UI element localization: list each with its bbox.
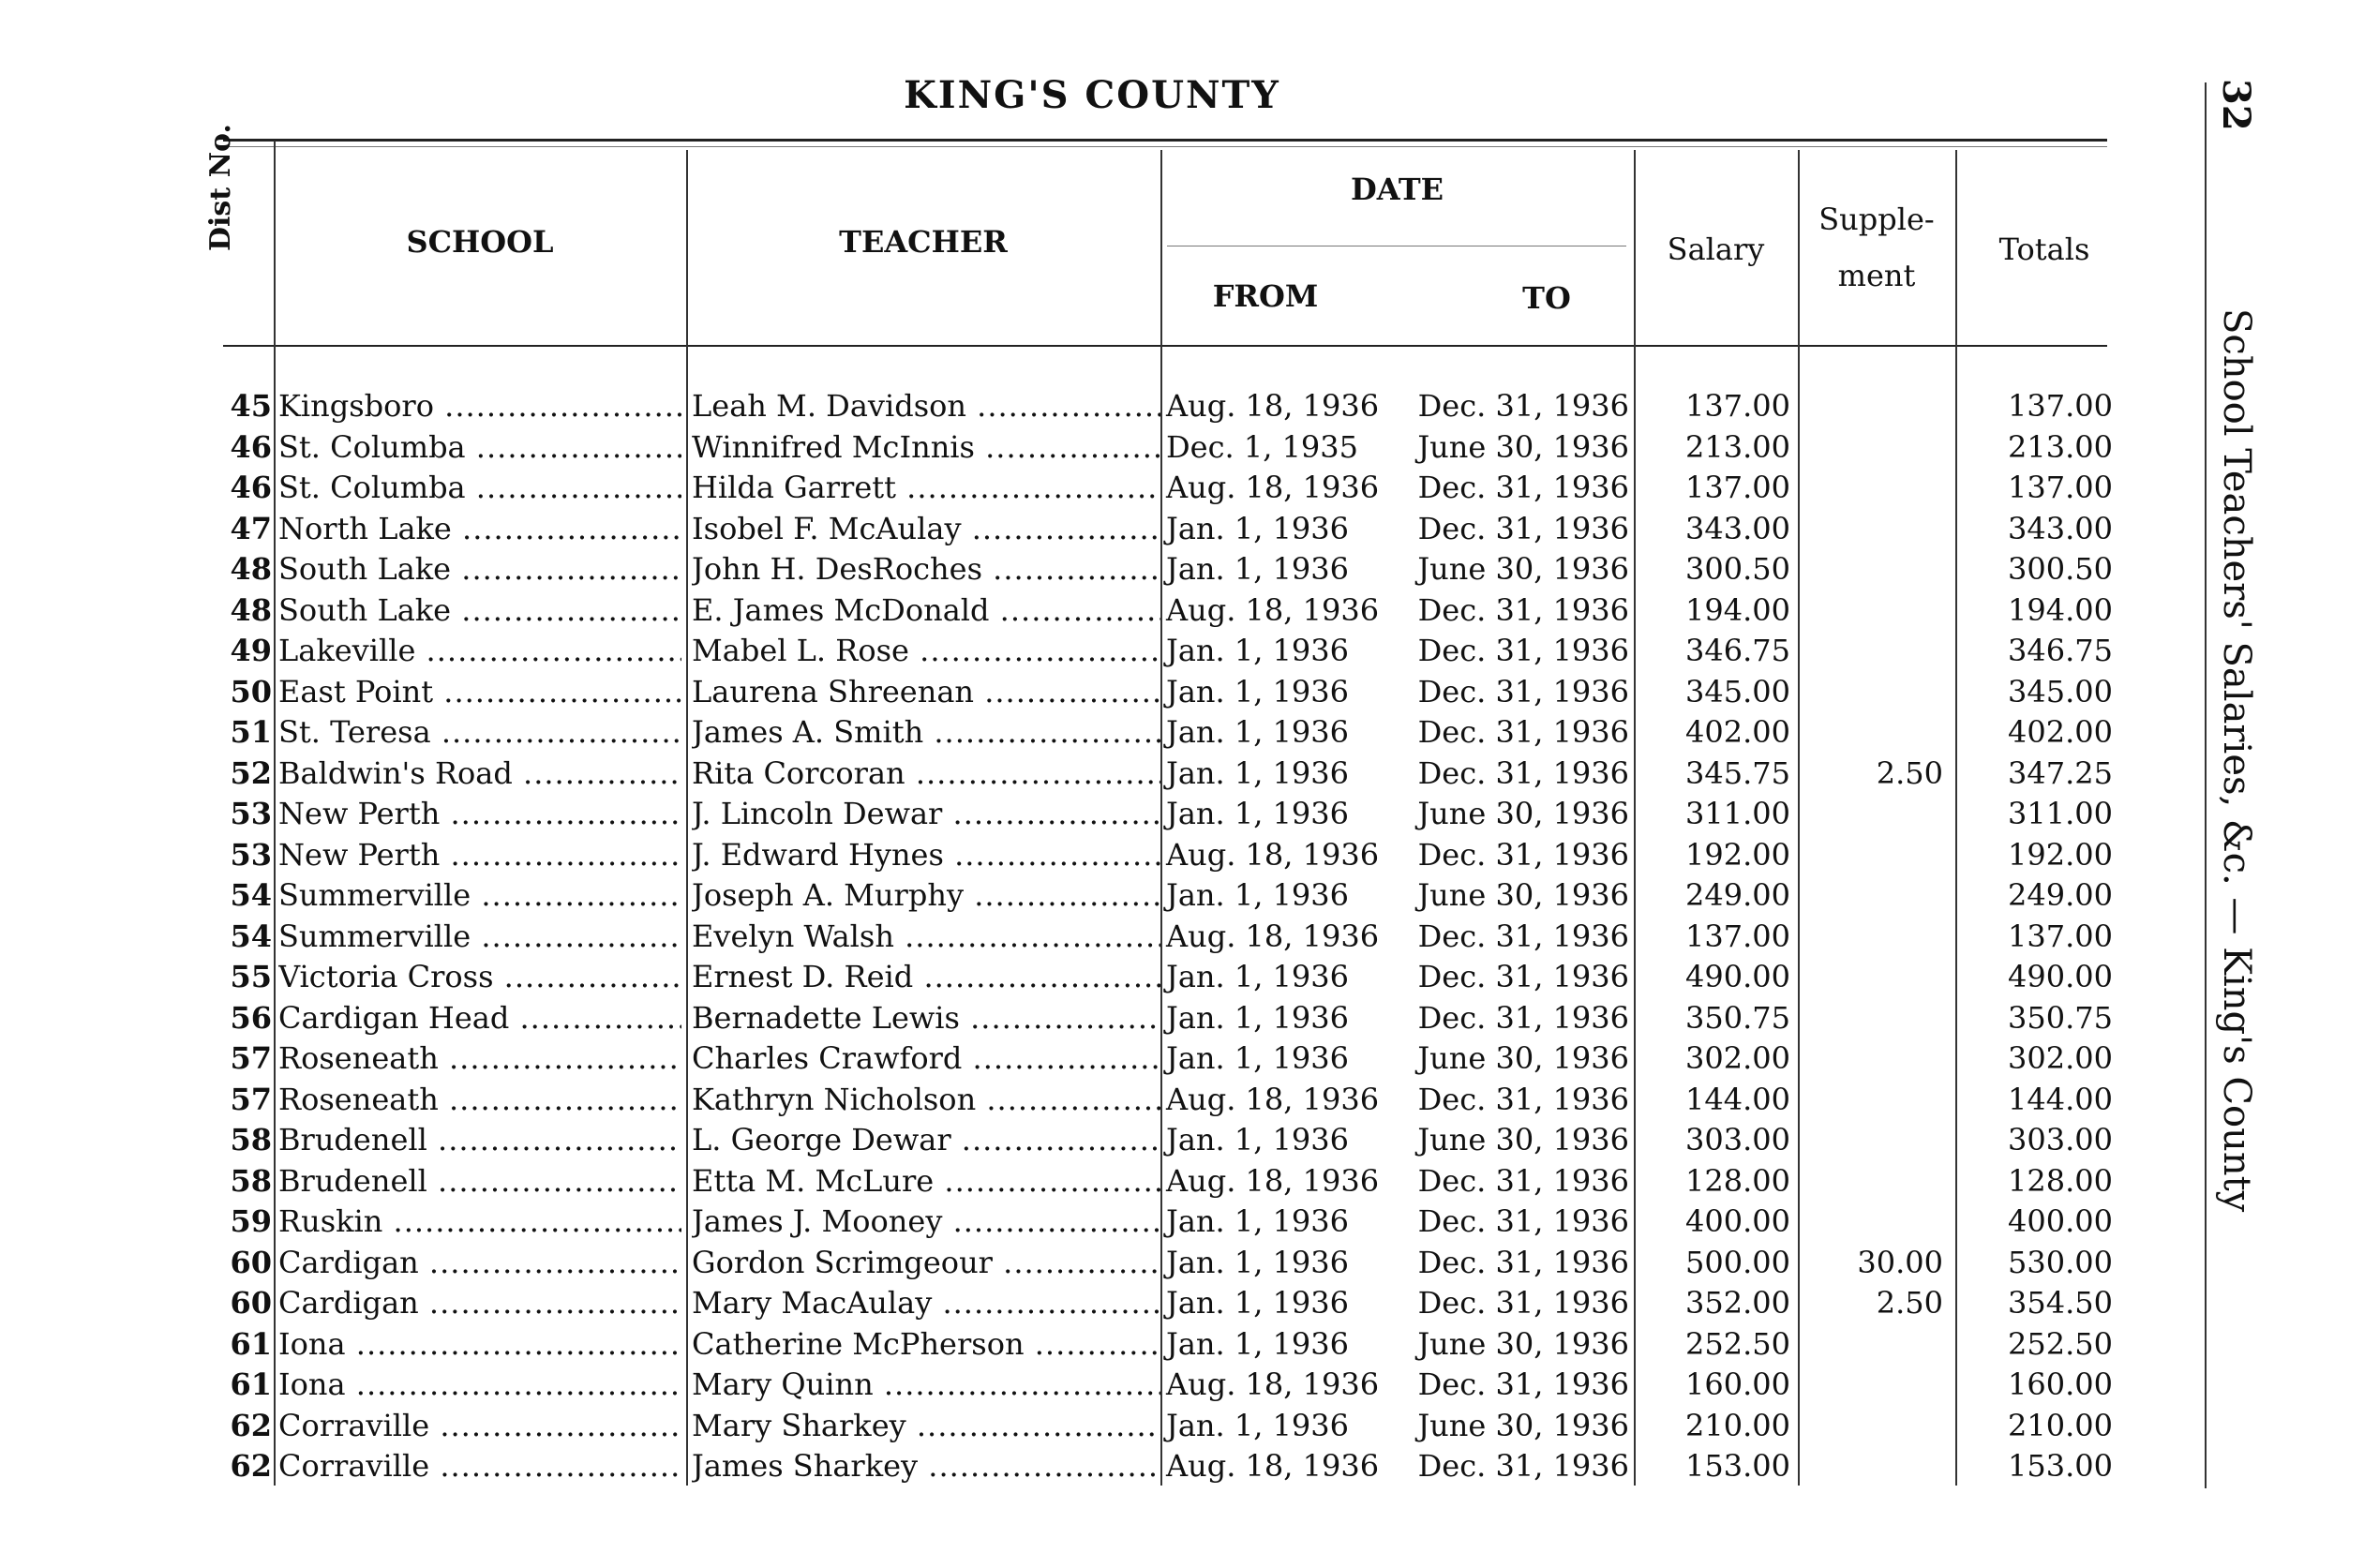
- cell-date-from: Jan. 1, 1936: [1166, 959, 1349, 994]
- cell-date-to: June 30, 1936: [1417, 796, 1629, 831]
- header-teacher: TEACHER: [839, 224, 1008, 260]
- table-row: [0, 1406, 2175, 1447]
- cell-date-from: Aug. 18, 1936: [1166, 1162, 1380, 1199]
- cell-school: St. Columba .....: [278, 427, 681, 469]
- table-row: [0, 1283, 2175, 1324]
- cell-school: St. Teresa .....: [278, 712, 681, 754]
- table-row: [0, 631, 2175, 672]
- cell-total: 490.00: [2008, 959, 2113, 994]
- table-top-rule-2: [223, 146, 2107, 147]
- cell-date-from: Aug. 18, 1936: [1166, 591, 1380, 628]
- table-row: [0, 794, 2175, 835]
- cell-date-from: Jan. 1, 1936: [1166, 1244, 1349, 1280]
- cell-salary: 153.00: [1685, 1448, 1790, 1484]
- cell-dist-no: 48: [230, 591, 272, 628]
- cell-teacher: Winnifred McInnis .....: [692, 427, 1160, 469]
- cell-total: 153.00: [2008, 1448, 2113, 1484]
- cell-date-from: Dec. 1, 1935: [1166, 428, 1358, 465]
- cell-total: 347.25: [2008, 754, 2113, 791]
- table-row: [0, 875, 2175, 917]
- cell-date-from: Jan. 1, 1936: [1166, 999, 1349, 1036]
- header-supplement-line1: Supple-: [1818, 202, 1935, 237]
- cell-school: Corraville .....: [278, 1406, 681, 1447]
- cell-school: New Perth .....: [278, 794, 681, 835]
- cell-dist-no: 46: [230, 428, 272, 465]
- cell-date-from: Aug. 18, 1936: [1166, 1366, 1380, 1402]
- cell-school: Baldwin's Road .....: [278, 754, 681, 795]
- cell-date-to: Dec. 31, 1936: [1417, 633, 1629, 668]
- cell-teacher: Mary MacAulay .....: [692, 1283, 1160, 1324]
- cell-dist-no: 49: [230, 633, 272, 668]
- cell-school: Lakeville .....: [278, 631, 681, 672]
- cell-salary: 400.00: [1685, 1203, 1790, 1239]
- cell-total: 249.00: [2008, 877, 2113, 913]
- cell-total: 210.00: [2008, 1407, 2113, 1443]
- cell-dist-no: 59: [230, 1203, 272, 1239]
- table-row: [0, 590, 2175, 632]
- cell-school: Iona .....: [278, 1365, 681, 1406]
- cell-total: 530.00: [2008, 1244, 2113, 1280]
- cell-teacher: Kathryn Nicholson .....: [692, 1080, 1160, 1121]
- cell-date-from: Aug. 18, 1936: [1166, 388, 1380, 424]
- table-row: [0, 917, 2175, 958]
- cell-dist-no: 61: [230, 1366, 272, 1402]
- cell-salary: 490.00: [1685, 959, 1790, 994]
- cell-date-from: Jan. 1, 1936: [1166, 714, 1349, 750]
- cell-school: New Perth .....: [278, 835, 681, 876]
- cell-dist-no: 58: [230, 1122, 272, 1157]
- cell-date-from: Jan. 1, 1936: [1166, 877, 1349, 913]
- cell-date-from: Aug. 18, 1936: [1166, 1081, 1380, 1117]
- cell-school: Brudenell .....: [278, 1161, 681, 1202]
- cell-teacher: James A. Smith .....: [692, 712, 1160, 754]
- cell-total: 192.00: [2008, 836, 2113, 873]
- cell-teacher: L. George Dewar .....: [692, 1120, 1160, 1161]
- cell-dist-no: 60: [230, 1285, 272, 1321]
- cell-total: 402.00: [2008, 714, 2113, 750]
- cell-date-to: June 30, 1936: [1417, 1122, 1629, 1157]
- cell-school: Victoria Cross .....: [278, 957, 681, 998]
- cell-supplement: 30.00: [1857, 1244, 1943, 1280]
- cell-salary: 500.00: [1685, 1244, 1790, 1280]
- header-salary: Salary: [1667, 231, 1765, 267]
- table-row: [0, 468, 2175, 509]
- side-title: School Teachers' Salaries, &c. — King's County: [2215, 308, 2258, 1213]
- table-body: [0, 386, 2175, 1487]
- cell-school: Iona .....: [278, 1324, 681, 1366]
- cell-total: 128.00: [2008, 1162, 2113, 1199]
- cell-dist-no: 51: [230, 714, 272, 750]
- cell-date-from: Jan. 1, 1936: [1166, 551, 1349, 587]
- cell-school: Cardigan .....: [278, 1283, 681, 1324]
- cell-dist-no: 55: [230, 959, 272, 994]
- cell-total: 137.00: [2008, 470, 2113, 505]
- cell-date-to: June 30, 1936: [1417, 551, 1629, 587]
- table-row: [0, 1365, 2175, 1406]
- cell-date-from: Jan. 1, 1936: [1166, 673, 1349, 709]
- cell-date-to: Dec. 31, 1936: [1417, 1366, 1629, 1402]
- cell-school: Cardigan .....: [278, 1243, 681, 1284]
- cell-total: 303.00: [2008, 1122, 2113, 1157]
- header-supplement-line2: ment: [1837, 258, 1916, 293]
- cell-date-from: Jan. 1, 1936: [1166, 1122, 1349, 1157]
- cell-date-to: Dec. 31, 1936: [1417, 1203, 1629, 1239]
- table-row: [0, 998, 2175, 1039]
- cell-total: 350.75: [2008, 999, 2113, 1036]
- cell-total: 300.50: [2008, 551, 2113, 587]
- cell-date-to: Dec. 31, 1936: [1417, 1244, 1629, 1280]
- cell-teacher: James Sharkey .....: [692, 1446, 1160, 1487]
- cell-total: 354.50: [2008, 1285, 2113, 1321]
- cell-salary: 137.00: [1685, 388, 1790, 424]
- cell-salary: 252.50: [1685, 1325, 1790, 1362]
- cell-total: 345.00: [2008, 673, 2113, 709]
- cell-date-to: Dec. 31, 1936: [1417, 388, 1629, 424]
- cell-dist-no: 48: [230, 551, 272, 587]
- cell-salary: 213.00: [1685, 428, 1790, 465]
- cell-teacher: Mabel L. Rose .....: [692, 631, 1160, 672]
- cell-date-from: Jan. 1, 1936: [1166, 633, 1349, 668]
- table-row: [0, 712, 2175, 754]
- cell-school: South Lake .....: [278, 549, 681, 590]
- cell-date-to: Dec. 31, 1936: [1417, 1285, 1629, 1321]
- table-row: [0, 1038, 2175, 1080]
- cell-salary: 210.00: [1685, 1407, 1790, 1443]
- header-bottom-rule: [223, 345, 2107, 347]
- cell-date-to: Dec. 31, 1936: [1417, 510, 1629, 546]
- cell-total: 144.00: [2008, 1081, 2113, 1117]
- cell-salary: 144.00: [1685, 1081, 1790, 1117]
- cell-total: 346.75: [2008, 633, 2113, 668]
- cell-dist-no: 56: [230, 999, 272, 1036]
- cell-date-to: Dec. 31, 1936: [1417, 754, 1629, 791]
- cell-teacher: Bernadette Lewis .....: [692, 998, 1160, 1039]
- cell-date-to: Dec. 31, 1936: [1417, 959, 1629, 994]
- page-title: KING'S COUNTY: [904, 73, 1280, 117]
- cell-total: 213.00: [2008, 428, 2113, 465]
- cell-date-to: Dec. 31, 1936: [1417, 470, 1629, 505]
- cell-date-from: Jan. 1, 1936: [1166, 1040, 1349, 1076]
- cell-salary: 345.75: [1685, 754, 1790, 791]
- cell-total: 302.00: [2008, 1040, 2113, 1076]
- cell-salary: 302.00: [1685, 1040, 1790, 1076]
- table-row: [0, 427, 2175, 469]
- cell-salary: 402.00: [1685, 714, 1790, 750]
- cell-school: Cardigan Head .....: [278, 998, 681, 1039]
- cell-dist-no: 61: [230, 1325, 272, 1362]
- cell-salary: 249.00: [1685, 877, 1790, 913]
- cell-date-to: June 30, 1936: [1417, 1325, 1629, 1362]
- table-row: [0, 1120, 2175, 1161]
- cell-salary: 352.00: [1685, 1285, 1790, 1321]
- cell-school: Roseneath .....: [278, 1080, 681, 1121]
- cell-total: 252.50: [2008, 1325, 2113, 1362]
- cell-salary: 311.00: [1685, 796, 1790, 831]
- table-row: [0, 1161, 2175, 1202]
- cell-school: Ruskin .....: [278, 1202, 681, 1243]
- cell-teacher: Leah M. Davidson .....: [692, 386, 1160, 427]
- cell-total: 311.00: [2008, 796, 2113, 831]
- cell-dist-no: 52: [230, 754, 272, 791]
- cell-dist-no: 53: [230, 836, 272, 873]
- cell-total: 137.00: [2008, 918, 2113, 954]
- cell-date-from: Jan. 1, 1936: [1166, 1325, 1349, 1362]
- cell-teacher: Mary Quinn .....: [692, 1365, 1160, 1406]
- cell-total: 137.00: [2008, 388, 2113, 424]
- cell-date-to: June 30, 1936: [1417, 877, 1629, 913]
- cell-teacher: Gordon Scrimgeour .....: [692, 1243, 1160, 1284]
- cell-dist-no: 50: [230, 673, 272, 709]
- cell-school: South Lake .....: [278, 590, 681, 632]
- header-from: FROM: [1212, 278, 1319, 314]
- cell-teacher: J. Edward Hynes .....: [692, 835, 1160, 876]
- cell-salary: 346.75: [1685, 633, 1790, 668]
- cell-dist-no: 53: [230, 796, 272, 831]
- cell-date-to: Dec. 31, 1936: [1417, 999, 1629, 1036]
- cell-date-to: Dec. 31, 1936: [1417, 918, 1629, 954]
- cell-supplement: 2.50: [1876, 754, 1943, 791]
- cell-date-from: Jan. 1, 1936: [1166, 1285, 1349, 1321]
- cell-teacher: James J. Mooney .....: [692, 1202, 1160, 1243]
- cell-school: Summerville .....: [278, 875, 681, 917]
- cell-teacher: Evelyn Walsh .....: [692, 917, 1160, 958]
- cell-dist-no: 54: [230, 918, 272, 954]
- table-row: [0, 549, 2175, 590]
- cell-teacher: E. James McDonald .....: [692, 590, 1160, 632]
- cell-teacher: Etta M. McLure .....: [692, 1161, 1160, 1202]
- cell-dist-no: 46: [230, 470, 272, 505]
- cell-teacher: J. Lincoln Dewar .....: [692, 794, 1160, 835]
- cell-teacher: Isobel F. McAulay .....: [692, 509, 1160, 550]
- table-row: [0, 1446, 2175, 1487]
- cell-salary: 303.00: [1685, 1122, 1790, 1157]
- cell-date-from: Jan. 1, 1936: [1166, 1203, 1349, 1239]
- table-row: [0, 957, 2175, 998]
- cell-dist-no: 62: [230, 1448, 272, 1484]
- right-margin-rule: [2205, 82, 2207, 1488]
- cell-date-from: Aug. 18, 1936: [1166, 1448, 1380, 1484]
- cell-dist-no: 62: [230, 1407, 272, 1443]
- header-date: DATE: [1350, 172, 1444, 207]
- cell-dist-no: 47: [230, 510, 272, 546]
- cell-date-to: June 30, 1936: [1417, 1407, 1629, 1443]
- header-totals: Totals: [1998, 231, 2090, 267]
- cell-teacher: Joseph A. Murphy .....: [692, 875, 1160, 917]
- table-row: [0, 1324, 2175, 1366]
- cell-dist-no: 57: [230, 1081, 272, 1117]
- cell-teacher: John H. DesRoches .....: [692, 549, 1160, 590]
- cell-date-from: Jan. 1, 1936: [1166, 1407, 1349, 1443]
- cell-salary: 350.75: [1685, 999, 1790, 1036]
- cell-salary: 345.00: [1685, 673, 1790, 709]
- cell-date-to: Dec. 31, 1936: [1417, 1081, 1629, 1117]
- cell-date-from: Aug. 18, 1936: [1166, 470, 1380, 505]
- cell-date-from: Aug. 18, 1936: [1166, 918, 1380, 954]
- cell-teacher: Charles Crawford .....: [692, 1038, 1160, 1080]
- cell-school: North Lake .....: [278, 509, 681, 550]
- table-row: [0, 509, 2175, 550]
- cell-school: Roseneath .....: [278, 1038, 681, 1080]
- cell-date-to: Dec. 31, 1936: [1417, 714, 1629, 750]
- cell-total: 343.00: [2008, 510, 2113, 546]
- cell-salary: 137.00: [1685, 470, 1790, 505]
- cell-school: St. Columba .....: [278, 468, 681, 509]
- table-row: [0, 835, 2175, 876]
- table-row: [0, 1202, 2175, 1243]
- cell-dist-no: 60: [230, 1244, 272, 1280]
- cell-salary: 194.00: [1685, 591, 1790, 628]
- cell-date-to: Dec. 31, 1936: [1417, 591, 1629, 628]
- table-top-rule: [223, 139, 2107, 142]
- cell-teacher: Laurena Shreenan .....: [692, 672, 1160, 713]
- cell-date-to: June 30, 1936: [1417, 1040, 1629, 1076]
- table-row: [0, 1243, 2175, 1284]
- table-row: [0, 1080, 2175, 1121]
- cell-salary: 300.50: [1685, 551, 1790, 587]
- cell-date-to: Dec. 31, 1936: [1417, 1448, 1629, 1484]
- table-row: [0, 672, 2175, 713]
- table-row: [0, 386, 2175, 427]
- cell-total: 400.00: [2008, 1203, 2113, 1239]
- cell-date-to: Dec. 31, 1936: [1417, 673, 1629, 709]
- cell-date-from: Aug. 18, 1936: [1166, 836, 1380, 873]
- cell-total: 160.00: [2008, 1366, 2113, 1402]
- cell-teacher: Rita Corcoran .....: [692, 754, 1160, 795]
- cell-teacher: Mary Sharkey .....: [692, 1406, 1160, 1447]
- cell-school: East Point .....: [278, 672, 681, 713]
- cell-salary: 343.00: [1685, 510, 1790, 546]
- cell-salary: 137.00: [1685, 918, 1790, 954]
- cell-date-to: June 30, 1936: [1417, 428, 1629, 465]
- cell-salary: 160.00: [1685, 1366, 1790, 1402]
- cell-school: Kingsboro .....: [278, 386, 681, 427]
- header-school: SCHOOL: [406, 224, 554, 260]
- cell-date-to: Dec. 31, 1936: [1417, 1162, 1629, 1199]
- cell-teacher: Hilda Garrett .....: [692, 468, 1160, 509]
- cell-date-from: Jan. 1, 1936: [1166, 510, 1349, 546]
- cell-date-from: Jan. 1, 1936: [1166, 796, 1349, 831]
- cell-dist-no: 58: [230, 1162, 272, 1199]
- header-to: TO: [1522, 280, 1571, 316]
- cell-school: Brudenell .....: [278, 1120, 681, 1161]
- cell-total: 194.00: [2008, 591, 2113, 628]
- cell-school: Corraville .....: [278, 1446, 681, 1487]
- cell-school: Summerville .....: [278, 917, 681, 958]
- page-number: 32: [2214, 79, 2258, 131]
- table-row: [0, 754, 2175, 795]
- cell-dist-no: 57: [230, 1040, 272, 1076]
- cell-salary: 192.00: [1685, 836, 1790, 873]
- cell-salary: 128.00: [1685, 1162, 1790, 1199]
- cell-dist-no: 54: [230, 877, 272, 913]
- cell-date-from: Jan. 1, 1936: [1166, 754, 1349, 791]
- header-dist-no: Dist No.: [204, 124, 237, 251]
- cell-supplement: 2.50: [1876, 1285, 1943, 1321]
- cell-date-to: Dec. 31, 1936: [1417, 836, 1629, 873]
- cell-teacher: Catherine McPherson .....: [692, 1324, 1160, 1366]
- cell-dist-no: 45: [230, 388, 272, 424]
- cell-teacher: Ernest D. Reid .....: [692, 957, 1160, 998]
- side-running-header: [2214, 79, 2258, 1213]
